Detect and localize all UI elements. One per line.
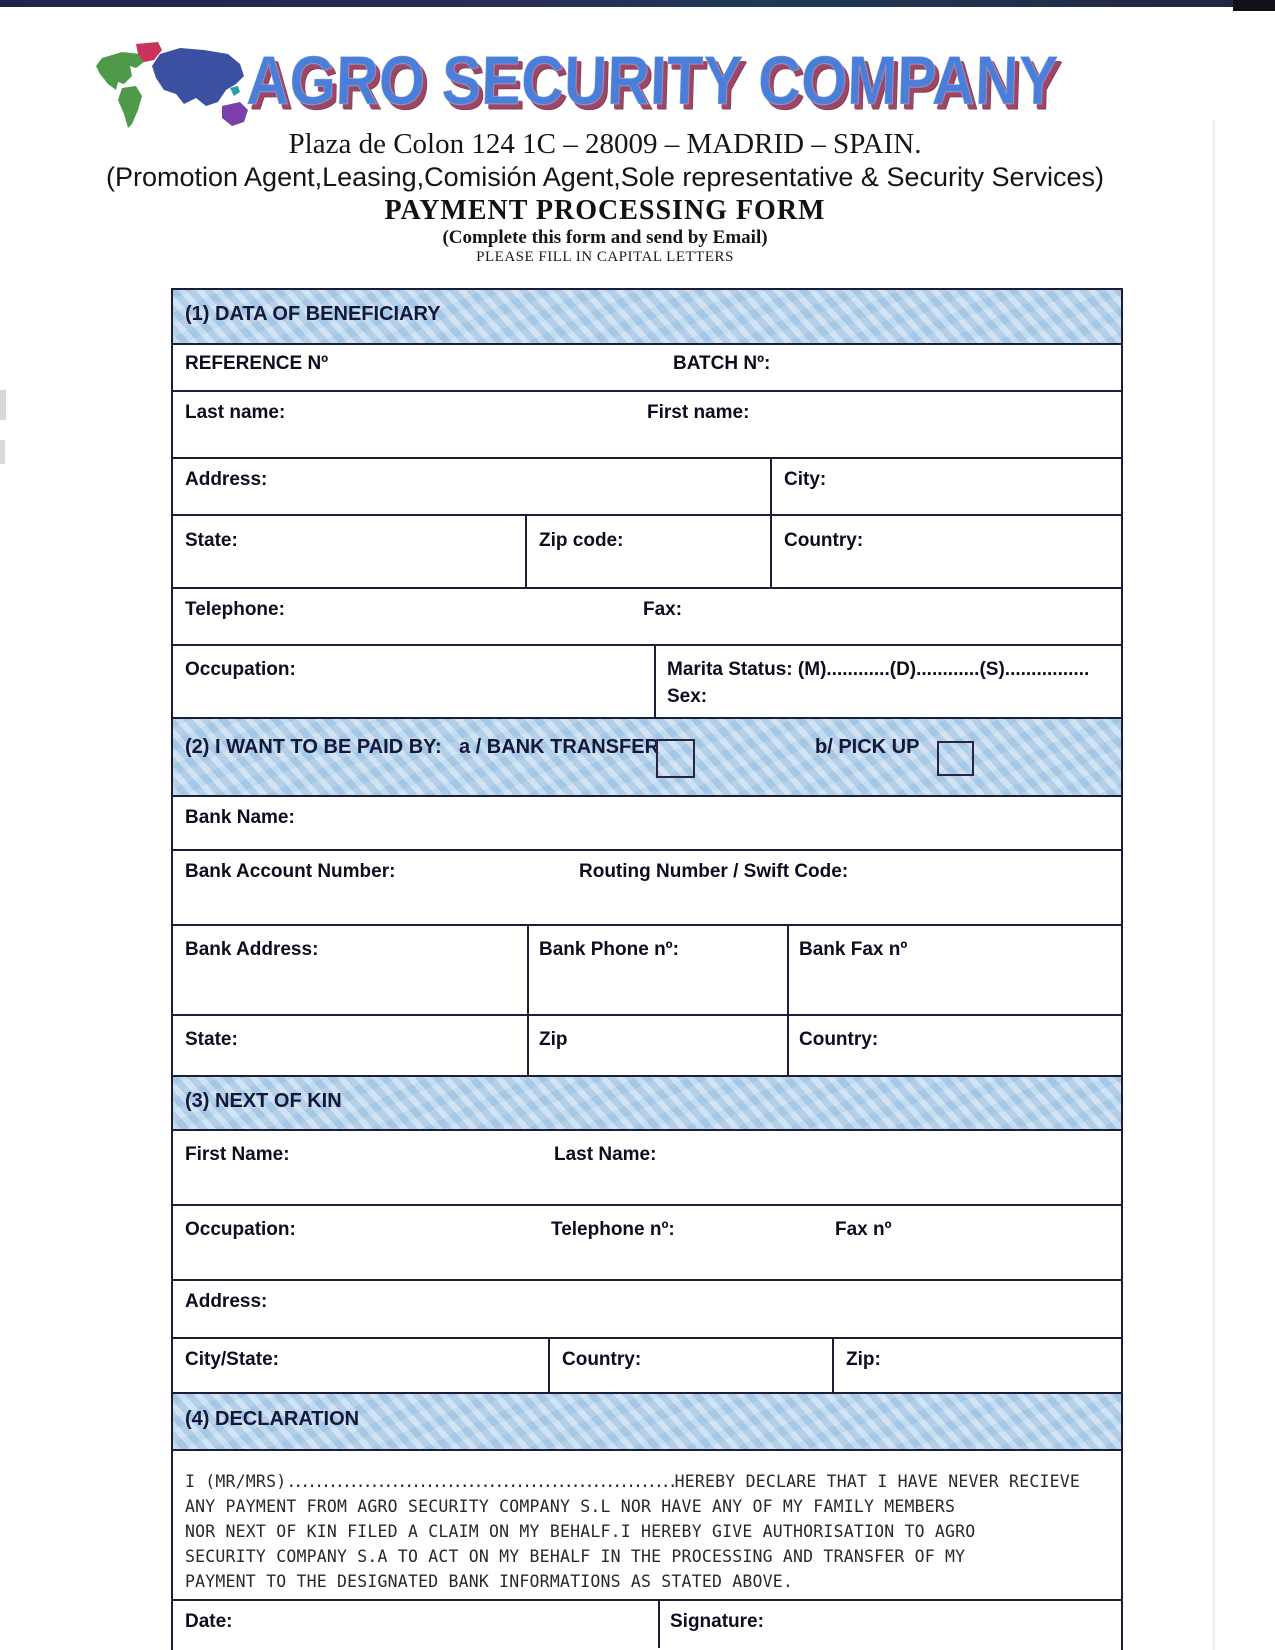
- kin-city-state-label: City/State:: [185, 1349, 279, 1370]
- routing-label: Routing Number / Swift Code:: [579, 861, 849, 882]
- kin-first-name-label: First Name:: [185, 1144, 290, 1165]
- field-row-bank-account[interactable]: [173, 849, 1121, 924]
- section-2-banner: [173, 717, 1121, 795]
- bank-state-label: State:: [185, 1029, 238, 1050]
- kin-fax-label: Fax nº: [835, 1219, 892, 1240]
- kin-last-name-label: Last Name:: [554, 1144, 657, 1165]
- state-label: State:: [185, 530, 238, 551]
- scan-left-mark: [0, 390, 6, 420]
- declaration-line4: SECURITY COMPANY S.A TO ACT ON MY BEHALF IN THE PROCESSING AND TRANSFER OF MY: [185, 1547, 966, 1566]
- column-divider: [787, 1016, 789, 1075]
- kin-occupation-label: Occupation:: [185, 1219, 296, 1240]
- column-divider: [527, 926, 529, 1014]
- world-map-logo: [88, 40, 266, 135]
- company-services: (Promotion Agent,Leasing,Comisión Agent,Sole representative & Security Services): [105, 162, 1104, 192]
- kin-telephone-label: Telephone nº:: [551, 1219, 675, 1240]
- batch-label: BATCH Nº:: [673, 353, 771, 374]
- field-row-address-city[interactable]: [173, 457, 1121, 514]
- field-row-kin-occupation[interactable]: [173, 1204, 1121, 1279]
- declaration-block: [173, 1449, 1121, 1599]
- bank-account-label: Bank Account Number:: [185, 861, 396, 882]
- field-row-state-zip-country[interactable]: [173, 514, 1121, 587]
- declaration-line1-prefix: I (MR/MRS): [185, 1472, 287, 1491]
- field-row-kin-names[interactable]: [173, 1129, 1121, 1204]
- scan-corner-mark: [1233, 0, 1275, 11]
- column-divider: [787, 926, 789, 1014]
- pick-up-option-label: b/ PICK UP: [815, 736, 920, 758]
- column-divider: [770, 516, 772, 587]
- declaration-line2: ANY PAYMENT FROM AGRO SECURITY COMPANY S.L NOR HAVE ANY OF MY FAMILY MEMBERS: [185, 1497, 956, 1516]
- declaration-text: [185, 1469, 1105, 1594]
- form-subtitle: (Complete this form and send by Email): [442, 227, 768, 248]
- form-instruction: PLEASE FILL IN CAPITAL LETTERS: [476, 249, 734, 265]
- section-4-title: (4) DECLARATION: [185, 1408, 360, 1430]
- kin-country-label: Country:: [562, 1349, 642, 1370]
- bank-transfer-checkbox[interactable]: [656, 739, 695, 778]
- sex-label: Sex:: [667, 686, 708, 707]
- signature-label: Signature:: [670, 1611, 764, 1632]
- section-3-banner: [173, 1075, 1121, 1129]
- column-divider: [548, 1339, 550, 1392]
- scan-top-edge: [0, 0, 1275, 7]
- last-name-label: Last name:: [185, 402, 286, 423]
- column-divider: [525, 516, 527, 587]
- first-name-label: First name:: [647, 402, 750, 423]
- form-title: PAYMENT PROCESSING FORM: [384, 195, 826, 226]
- telephone-label: Telephone:: [185, 599, 285, 620]
- field-row-occupation-marital[interactable]: [173, 644, 1121, 717]
- date-label: Date:: [185, 1611, 233, 1632]
- field-row-reference-batch[interactable]: [173, 343, 1121, 390]
- section-4-banner: [173, 1392, 1121, 1449]
- field-row-names[interactable]: [173, 390, 1121, 457]
- fax-label: Fax:: [643, 599, 683, 620]
- column-divider: [770, 459, 772, 514]
- bank-country-label: Country:: [799, 1029, 879, 1050]
- section-1-title: (1) DATA OF BENEFICIARY: [185, 303, 441, 325]
- column-divider: [658, 1601, 660, 1648]
- company-address: Plaza de Colon 124 1C – 28009 – MADRID – SPAIN.: [288, 128, 922, 160]
- zip-code-label: Zip code:: [539, 530, 624, 551]
- country-label: Country:: [784, 530, 864, 551]
- bank-address-label: Bank Address:: [185, 939, 319, 960]
- company-logo-title: AGRO SECURITY COMPANY: [245, 41, 1060, 120]
- bank-transfer-option-label: a / BANK TRANSFER: [459, 736, 660, 758]
- address-label: Address:: [185, 469, 268, 490]
- payment-form-table: [171, 288, 1123, 1650]
- bank-fax-label: Bank Fax nº: [799, 939, 908, 960]
- section-2-title: (2) I WANT TO BE PAID BY:: [185, 736, 442, 758]
- declaration-line1-suffix: HEREBY DECLARE THAT I HAVE NEVER RECIEVE: [674, 1472, 1080, 1491]
- field-row-bank-state-zip-country[interactable]: [173, 1014, 1121, 1075]
- bank-name-label: Bank Name:: [185, 807, 295, 828]
- scan-left-mark: [0, 440, 5, 464]
- pick-up-checkbox[interactable]: [937, 741, 974, 776]
- field-row-date-signature[interactable]: [173, 1599, 1121, 1648]
- field-row-kin-address[interactable]: [173, 1279, 1121, 1337]
- section-3-title: (3) NEXT OF KIN: [185, 1090, 342, 1112]
- reference-label: REFERENCE Nº: [185, 353, 329, 374]
- column-divider: [527, 1016, 529, 1075]
- field-row-bank-name[interactable]: [173, 795, 1121, 849]
- kin-zip-label: Zip:: [846, 1349, 881, 1370]
- occupation-label: Occupation:: [185, 659, 296, 680]
- column-divider: [654, 646, 656, 717]
- field-row-bank-address[interactable]: [173, 924, 1121, 1014]
- marital-status-label: Marita Status: (M)............(D)............(S)................: [667, 659, 1090, 680]
- bank-zip-label: Zip: [539, 1029, 568, 1050]
- declaration-line3: NOR NEXT OF KIN FILED A CLAIM ON MY BEHALF.I HEREBY GIVE AUTHORISATION TO AGRO: [185, 1522, 976, 1541]
- field-row-kin-city[interactable]: [173, 1337, 1121, 1392]
- section-1-banner: [173, 290, 1121, 343]
- kin-address-label: Address:: [185, 1291, 268, 1312]
- city-label: City:: [784, 469, 827, 490]
- field-row-telephone-fax[interactable]: [173, 587, 1121, 644]
- scan-page-edge: [1213, 120, 1215, 1650]
- column-divider: [832, 1339, 834, 1392]
- declaration-line5: PAYMENT TO THE DESIGNATED BANK INFORMATIONS AS STATED ABOVE.: [185, 1572, 794, 1591]
- bank-phone-label: Bank Phone nº:: [539, 939, 679, 960]
- declaration-dotted-line[interactable]: ........................................................: [286, 1472, 675, 1491]
